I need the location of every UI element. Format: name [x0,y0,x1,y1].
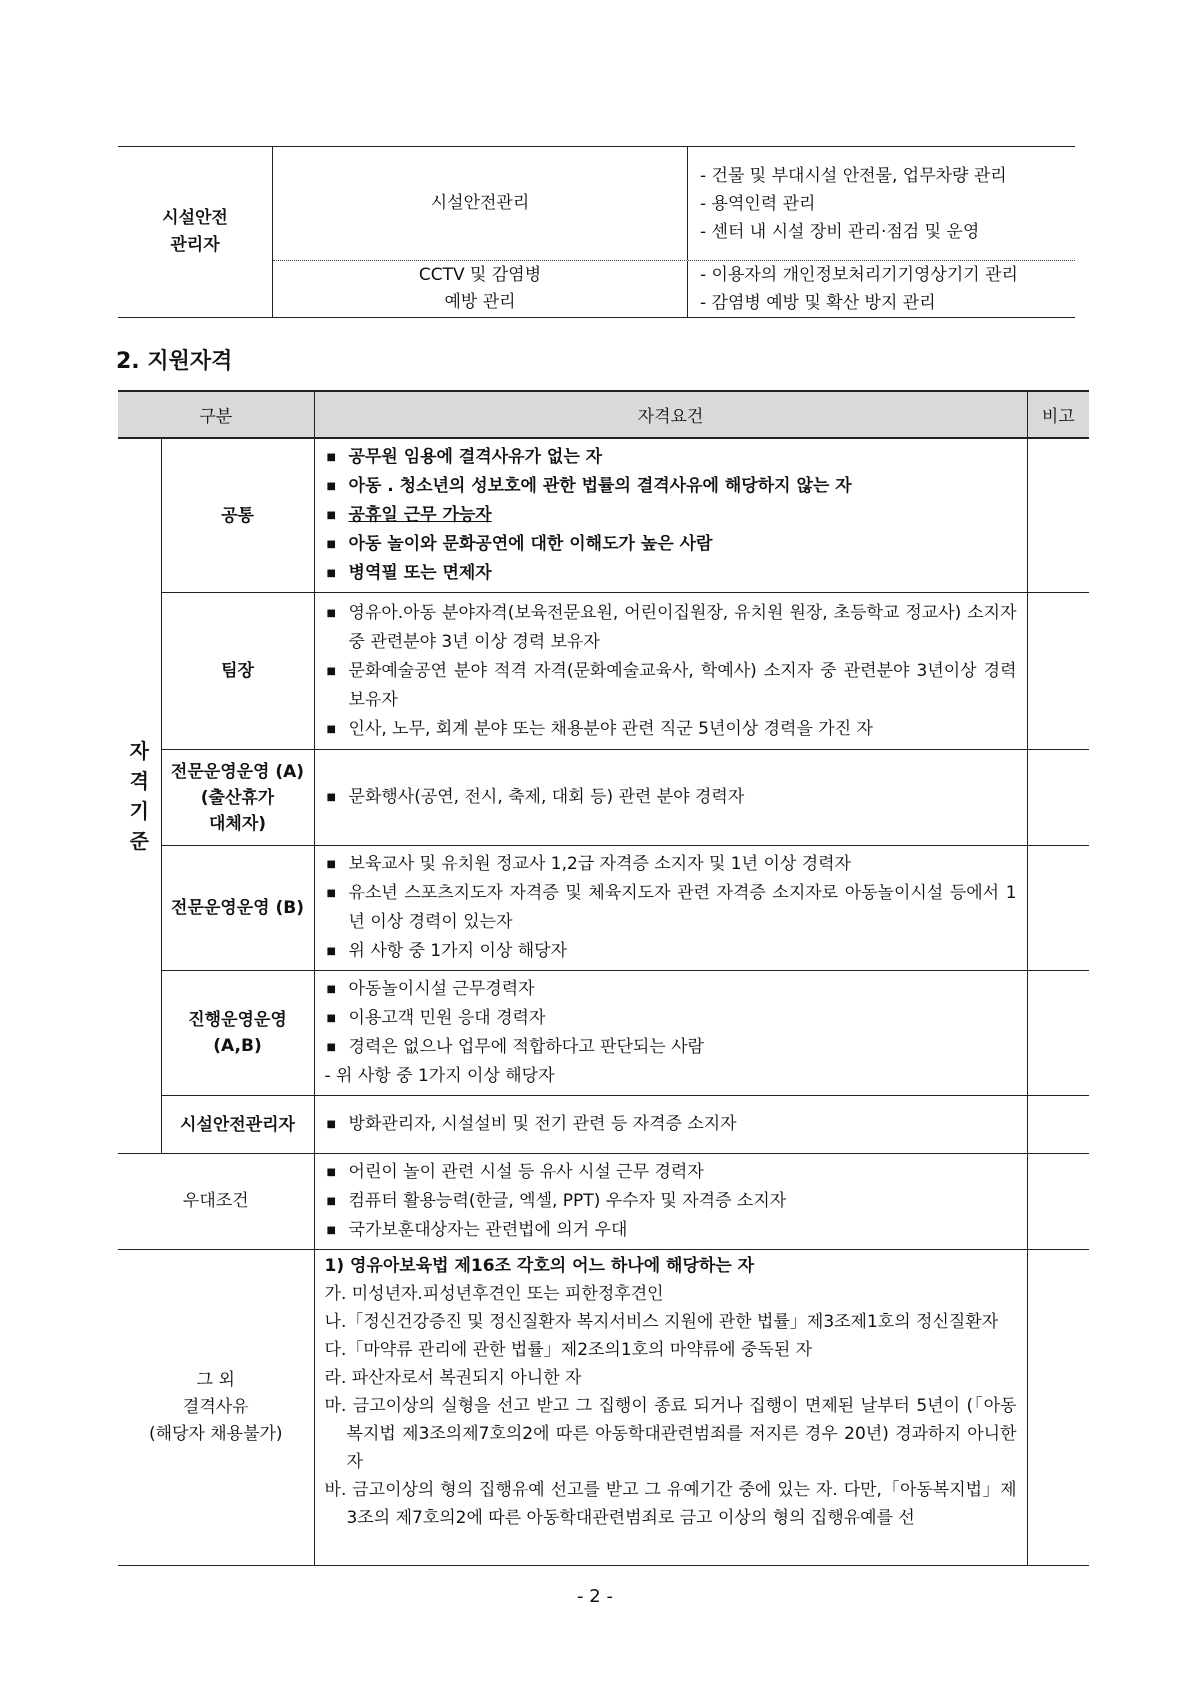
list-item: 다.「마약류 관리에 관한 법률」제2조의1호의 마약류에 중독된 자 [324,1340,813,1360]
list-item: 라. 파산자로서 복권되지 아니한 자 [324,1368,582,1388]
list-item: ■ 병역필 또는 면제자 [325,559,1017,588]
page-number: - 2 - [577,1586,613,1607]
task-label-1: 시설안전관리 [430,193,530,213]
qualification-table [118,390,1089,1566]
duty-item: - 이용자의 개인정보처리기기영상기기 관리 [700,265,1018,285]
group-label-text: 자 격 기 준 [129,739,149,853]
role-label: 시설안전 관리자 [162,208,228,255]
list-item: ■ 아동 . 청소년의 성보호에 관한 법률의 결격사유에 해당하지 않는 자 [325,472,1017,501]
list-note: - 위 사항 중 1가지 이상 해당자 [324,1066,555,1086]
header-category: 구분 [118,391,314,438]
notes-cell [1027,1250,1089,1566]
group-label [118,438,161,1154]
header-requirements: 자격요건 [314,391,1027,438]
role-cell [118,147,273,317]
duty-item: - 감염병 예방 및 확산 방지 관리 [700,293,936,313]
duty-item: - 용역인력 관리 [700,193,816,214]
list-item [325,501,1017,530]
notes-cell [1027,1096,1089,1154]
list-item: ■ 컴퓨터 활용능력(한글, 엑셀, PPT) 우수자 및 자격증 소지자 [325,1187,1017,1216]
category-label: 진행운영운영 (A,B) [188,1010,287,1056]
list-item: ■ 공무원 임용에 결격사유가 없는 자 [325,443,1017,472]
table-row [118,593,1089,750]
list-item: 바. 금고이상의 형의 집행유예 선고를 받고 그 유예기간 중에 있는 자. 다만,「아동복지법」제3조의 제7호의2에 따른 아동학대관련범죄로 금고 이상의 형의 집행유예를 선 [324,1480,1017,1528]
task-cell-1 [273,147,688,260]
requirements-cell [314,750,1027,846]
requirements-cell [314,438,1027,593]
task-cell-2 [273,261,688,317]
requirements-cell [314,971,1027,1096]
underlined-text: 공휴일 근무 가능자 [348,505,492,525]
notes-cell [1027,593,1089,750]
list-item: ■ 아동 놀이와 문화공연에 대한 이해도가 높은 사람 [325,530,1017,559]
section-title: 2. 지원자격 [116,349,233,374]
header-notes: 비고 [1027,391,1089,438]
notes-cell [1027,750,1089,846]
category-progress [161,971,314,1096]
list-item: ■ 국가보훈대상자는 관련법에 의거 우대 [325,1216,1017,1245]
list-item: 나.「정신건강증진 및 정신질환자 복지서비스 지원에 관한 법률」제3조제1호의 정신질환자 [324,1312,999,1332]
list-item: ■ 아동놀이시설 근무경력자 [325,975,1017,1004]
notes-cell [1027,438,1089,593]
table-row [118,1154,1089,1250]
category-team-leader: 팀장 [161,593,314,750]
facility-safety-table [118,146,1075,318]
list-item: ■ 인사, 노무, 회계 분야 또는 채용분야 관련 직군 5년이상 경력을 가진 자 [325,715,1017,744]
list-item: ■ 방화관리자, 시설설비 및 전기 관련 등 자격증 소지자 [325,1110,1017,1139]
duties-cell-1 [688,147,1075,260]
list-item: ■ 위 사항 중 1가지 이상 해당자 [325,937,1017,966]
duty-item: - 센터 내 시설 장비 관리·점검 및 운영 [700,221,980,242]
category-preferred: 우대조건 [118,1154,314,1250]
notes-cell [1027,1154,1089,1250]
list-item: ■ 이용고객 민원 응대 경력자 [325,1004,1017,1033]
category-specialist-a [161,750,314,846]
category-specialist-b: 전문운영운영 (B) [161,846,314,971]
list-item: 가. 미성년자.피성년후견인 또는 피한정후견인 [324,1284,664,1304]
task-label-2: CCTV 및 감염병 예방 관리 [418,265,542,312]
list-item: ■ 영유아.아동 분야자격(보육전문요원, 어린이집원장, 유치원 원장, 초등학교 정교사) 소지자 중 관련분야 3년 이상 경력 보유자 [325,599,1017,657]
table-row [118,846,1089,971]
list-item: ■ 어린이 놀이 관련 시설 등 유사 시설 근무 경력자 [325,1158,1017,1187]
list-heading: 1) 영유아보육법 제16조 각호의 어느 하나에 해당하는 자 [324,1256,755,1276]
category-label: 전문운영운영 (A) (출산휴가 대체자) [170,761,305,834]
list-item: 마. 금고이상의 실형을 선고 받고 그 집행이 종료 되거나 집행이 면제된 날부터 5년이 (「아동복지법 제3조의제7호의2에 따른 아동학대관련범죄를 저지른 경우 20년) 경과하지 아니한 자 [324,1396,1017,1472]
requirements-cell [314,593,1027,750]
requirements-cell [314,846,1027,971]
list-item: ■ 경력은 없으나 업무에 적합하다고 판단되는 사람 [325,1033,1017,1062]
table-row [118,438,1089,593]
category-common: 공통 [161,438,314,593]
requirements-cell [314,1154,1027,1250]
table-header-row [118,391,1089,438]
list-item: ■ 문화예술공연 분야 적격 자격(문화예술교육사, 학예사) 소지자 중 관련분야 3년이상 경력 보유자 [325,657,1017,715]
notes-cell [1027,846,1089,971]
list-item: ■ 유소년 스포츠지도자 자격증 및 체육지도자 관련 자격증 소지자로 아동놀이시설 등에서 1년 이상 경력이 있는자 [325,879,1017,937]
table-row [118,1250,1089,1566]
category-label: 그 외 결격사유 (해당자 채용불가) [148,1370,283,1444]
table-row [118,971,1089,1096]
category-disqualification [118,1250,314,1566]
list-item: ■ 문화행사(공연, 전시, 축제, 대회 등) 관련 분야 경력자 [325,783,1017,812]
requirements-cell [314,1250,1027,1566]
requirements-cell [314,1096,1027,1154]
notes-cell [1027,971,1089,1096]
list-item: ■ 보육교사 및 유치원 정교사 1,2급 자격증 소지자 및 1년 이상 경력자 [325,850,1017,879]
duty-item: - 건물 및 부대시설 안전물, 업무차량 관리 [700,165,1007,186]
category-facility-safety: 시설안전관리자 [161,1096,314,1154]
table-row [118,750,1089,846]
table-row [118,1096,1089,1154]
duties-cell-2 [688,261,1075,317]
